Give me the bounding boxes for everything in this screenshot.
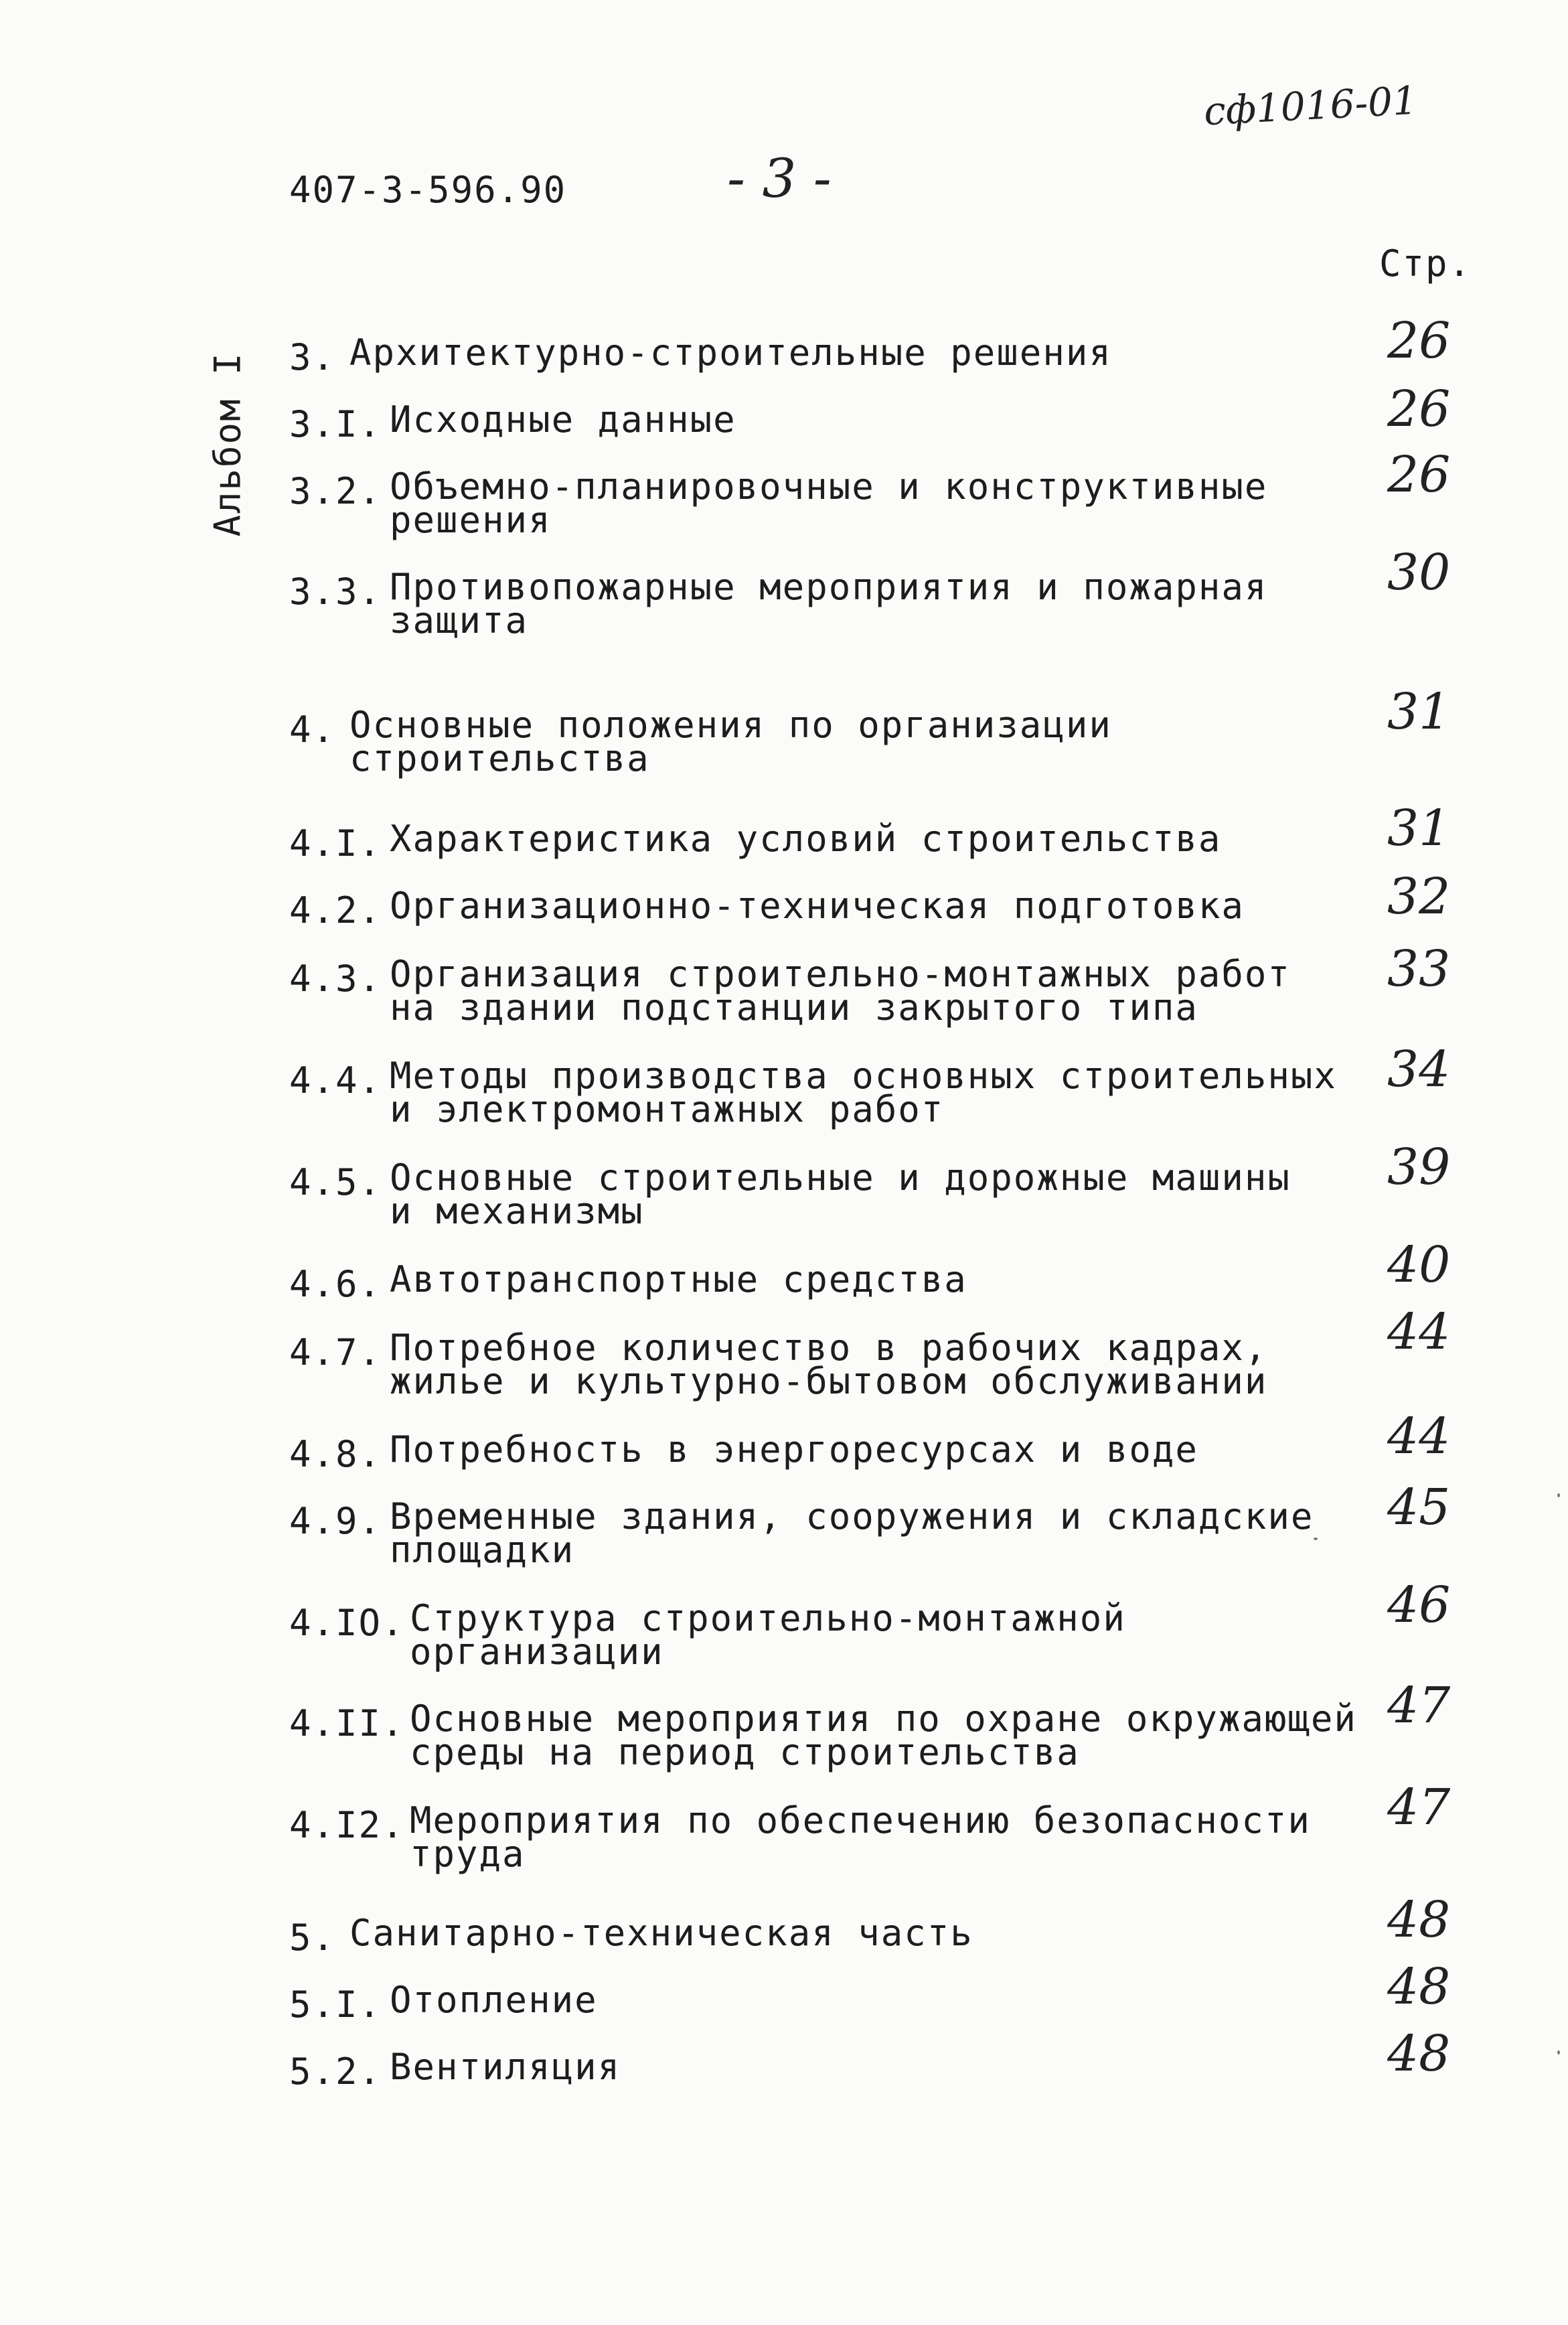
toc-entry-page: 34 bbox=[1387, 1041, 1451, 1098]
toc-entry-page: 45 bbox=[1387, 1479, 1451, 1536]
toc-entry-title: Организационно-техническая подготовка bbox=[390, 885, 1245, 927]
toc-entry-title: Методы производства основных строительных и электромонтажных работ bbox=[390, 1055, 1337, 1130]
toc-entry-title: Потребность в энергоресурсах и воде bbox=[390, 1428, 1198, 1471]
toc-entry-number: 4.II. bbox=[289, 1702, 405, 1744]
page-column-header: Стр. bbox=[1379, 242, 1472, 285]
toc-entry-page: 26 bbox=[1387, 380, 1451, 438]
toc-entry-number: 5.2. bbox=[289, 2050, 382, 2093]
toc-entry-title: Объемно-планировочные и конструктивные решения bbox=[390, 465, 1268, 541]
toc-entry-page: 44 bbox=[1387, 1303, 1451, 1361]
toc-entry-page: 48 bbox=[1387, 2025, 1451, 2083]
toc-entry-number: 3. bbox=[289, 336, 336, 378]
toc-entry-number: 5. bbox=[289, 1917, 336, 1959]
toc-entry-page: 47 bbox=[1387, 1677, 1451, 1734]
toc-entry-number: 4.6. bbox=[289, 1263, 382, 1305]
scan-speck bbox=[1557, 1493, 1560, 1497]
toc-entry-title: Основные мероприятия по охране окружающей среды на период строительства bbox=[410, 1698, 1357, 1773]
toc-entry-number: 4.9. bbox=[289, 1500, 382, 1542]
toc-entry-page: 32 bbox=[1387, 868, 1451, 925]
toc-entry-title: Автотранспортные средства bbox=[390, 1258, 967, 1300]
toc-entry-page: 26 bbox=[1387, 312, 1451, 370]
toc-entry-number: 4.I2. bbox=[289, 1804, 405, 1846]
toc-entry-number: 4.5. bbox=[289, 1161, 382, 1203]
toc-entry-page: 33 bbox=[1387, 940, 1451, 998]
toc-entry-title: Вентиляция bbox=[390, 2046, 621, 2088]
document-number: 407-3-596.90 bbox=[289, 169, 567, 211]
toc-entry-title: Характеристика условий строительства bbox=[390, 818, 1222, 860]
toc-entry-page: 39 bbox=[1387, 1138, 1451, 1196]
toc-entry-page: 40 bbox=[1387, 1236, 1451, 1294]
toc-entry-number: 4.7. bbox=[289, 1331, 382, 1373]
toc-entry-number: 4.IO. bbox=[289, 1602, 405, 1644]
album-side-label: Альбом I bbox=[206, 352, 249, 537]
page-number: - 3 - bbox=[727, 147, 832, 210]
toc-entry-page: 30 bbox=[1387, 544, 1451, 601]
toc-entry-page: 31 bbox=[1387, 800, 1451, 857]
toc-entry-number: 3.3. bbox=[289, 571, 382, 613]
toc-entry-page: 48 bbox=[1387, 1891, 1451, 1949]
toc-entry-number: 4.4. bbox=[289, 1059, 382, 1102]
toc-entry-page: 44 bbox=[1387, 1408, 1451, 1465]
toc-entry-page: 26 bbox=[1387, 446, 1451, 504]
toc-entry-title: Отопление bbox=[390, 1979, 598, 2021]
toc-entry-number: 4.8. bbox=[289, 1433, 382, 1475]
toc-entry-title: Основные положения по организации строительства bbox=[349, 704, 1112, 779]
toc-entry-number: 4.2. bbox=[289, 889, 382, 931]
toc-entry-number: 5.I. bbox=[289, 1983, 382, 2026]
toc-entry-title: Организация строительно-монтажных работ на здании подстанции закрытого типа bbox=[390, 953, 1291, 1029]
toc-entry-number: 4. bbox=[289, 708, 336, 751]
toc-entry-title: Временные здания, сооружения и складские площадки bbox=[390, 1495, 1314, 1571]
toc-entry-page: 47 bbox=[1387, 1779, 1451, 1836]
toc-entry-page: 46 bbox=[1387, 1576, 1451, 1634]
toc-entry-page: 31 bbox=[1387, 683, 1451, 741]
scan-speck bbox=[1557, 2050, 1560, 2054]
toc-entry-title: Противопожарные мероприятия и пожарная защита bbox=[390, 566, 1268, 642]
toc-entry-title: Архитектурно-строительные решения bbox=[349, 331, 1112, 374]
toc-entry-number: 3.I. bbox=[289, 403, 382, 445]
toc-entry-title: Основные строительные и дорожные машины и механизмы bbox=[390, 1156, 1291, 1232]
toc-entry-number: 3.2. bbox=[289, 470, 382, 512]
toc-entry-title: Исходные данные bbox=[390, 398, 736, 441]
archive-code: сф1016-01 bbox=[1202, 77, 1419, 135]
toc-entry-page: 48 bbox=[1387, 1958, 1451, 2016]
toc-entry-title: Потребное количество в рабочих кадрах, жилье и культурно-бытовом обслуживании bbox=[390, 1327, 1268, 1402]
scan-speck bbox=[1314, 1538, 1318, 1540]
toc-entry-number: 4.I. bbox=[289, 822, 382, 865]
toc-entry-title: Структура строительно-монтажной организации bbox=[410, 1597, 1126, 1673]
toc-entry-title: Санитарно-техническая часть bbox=[349, 1912, 973, 1954]
toc-entry-number: 4.3. bbox=[289, 958, 382, 1000]
toc-entry-title: Мероприятия по обеспечению безопасности труда bbox=[410, 1799, 1311, 1875]
